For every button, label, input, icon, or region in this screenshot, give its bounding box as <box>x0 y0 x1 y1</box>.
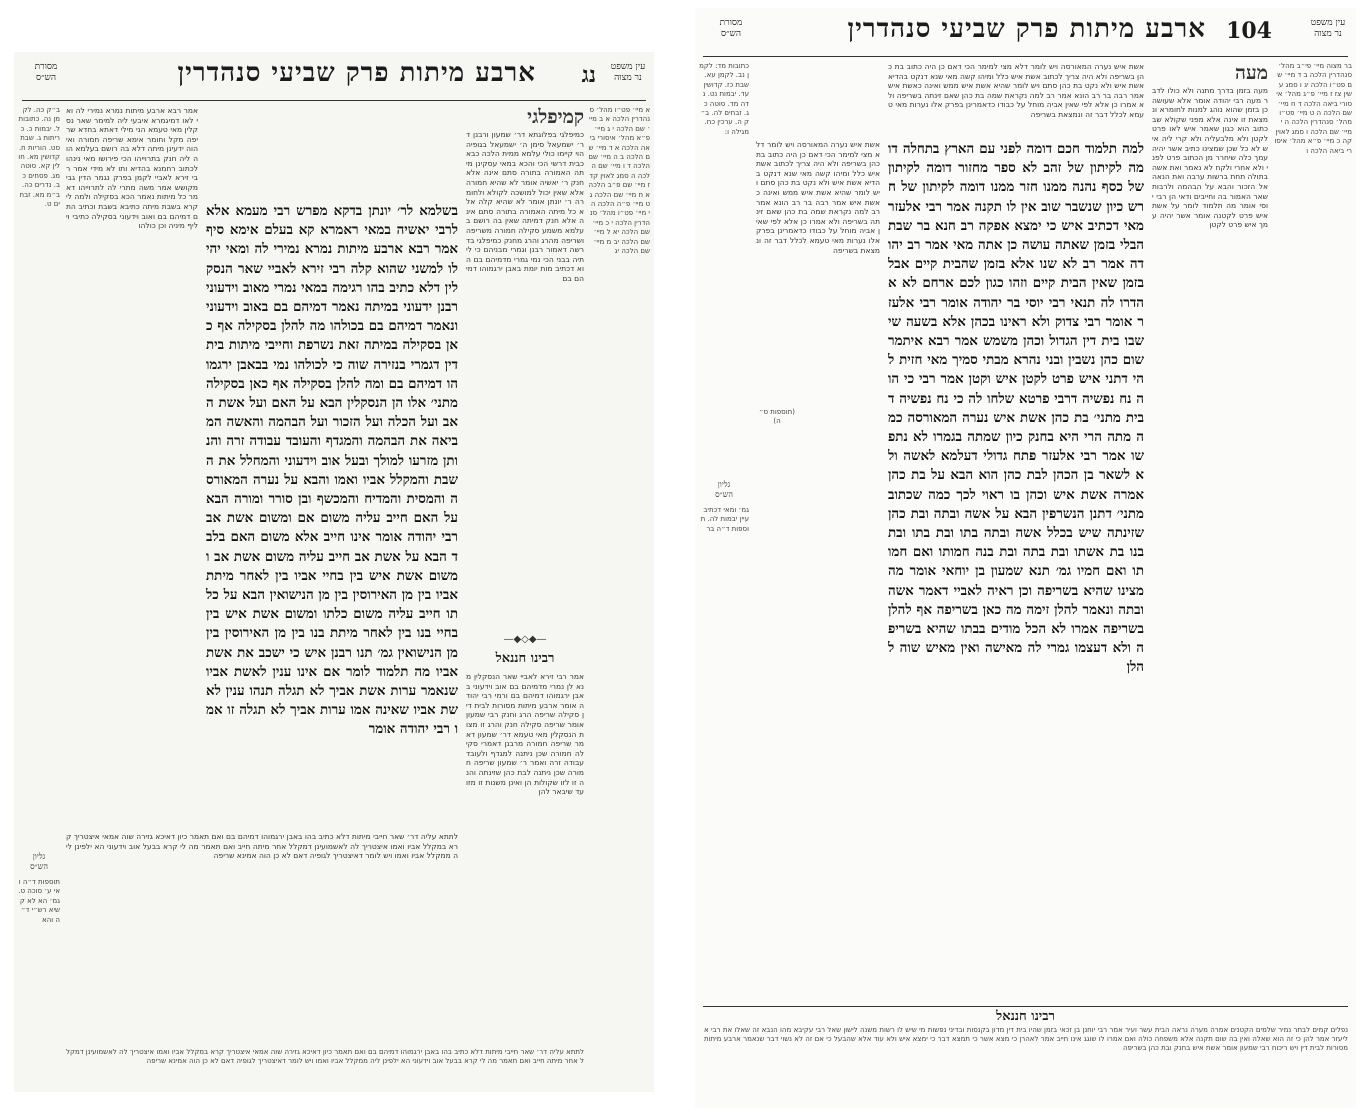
rashi-column <box>1152 62 1268 1022</box>
tosafot-column: אשת איש נערה המאורסה ויש לומר דלא מצי למימר הכי דאם כן היה כתוב בת כהן בשריפה ולא היה צריך לכתוב אשת איש כלל ומיהו קשה מאי שנא דנקט בהדיא אשת איש ולא נקט בת כהן סתם ויש לומר שהיא אשת איש ממש ואינה כאשת איש אמר רבה בר רב הונא אמר רב למה נקראת שמה בת כהן שאם זינתה בשריפה ולא אמרו כן אלא לפי שאין אביה מוחל על כבודו כדאמרינן בפרק אלו נערות מאי טעמא לכלל דבר זה ונמצאת בשריפה <box>756 140 880 255</box>
bottom-notes: לתתא עליה דר׳ שאר חייבי מיתות דלא כתיב בהו באבן ירגמוהו דמיהם בם ואם תאמר כיון דאיכא גזירה שוה אמאי איצטריך קרא במקלל אביו ואמו איצטריך לה לאשמועינן דמקלל אחר מיתה חייב ואם תאמר מה לי קרא בבעל אוב וידעוני הא ילפינן ליה ממקלל אביו ואמו ויש לומר דאיצטריך לגופיה דאם לא כן הוה אמינא שריפה <box>66 1048 584 1066</box>
page-title: ארבע מיתות פרק שביעי סנהדרין <box>177 58 536 88</box>
header-rule <box>703 56 1348 57</box>
talmud-page-left <box>14 52 654 1092</box>
tosafot-column: אמר רבא ארבע מיתות נמרא נמירי לה ואי לאו דמיגמרא איבעי ליה למימר שאר נסקלין מאי טעמא הני מילי דאתא בחדא שריפה מקל וחומר אימא שריפה חמורה ואי הוה ידעינן מיתה דלא בה רושם בעלמא הוה ליה חנק בתרוייהו הכי פירושו מאי נינהו לכתוב רחמנא בהדיא ותו לא מידי אמר רבי זירא לאביי לקמן בפרק נגמר הדין גבי מקושש אמר משה מתרי לה לתרוייהו דאמר כל מיתות נאמר הכא בסקילה ולמה לי קרא בשבת מיתה כתיבא בשבת וכתיב התם דמיהם בם ואוב וידעוני בסקילה כתיבי ויליף מיניה וכן כולהו <box>66 106 198 231</box>
divider-ornament: —◆◇◆— <box>503 634 547 645</box>
rashi-opener: קמיפלגי <box>527 106 584 128</box>
page-header <box>14 56 654 100</box>
rabbeinu-chananel-text: אמר רבי זירא לאביי שאר הנסקלין מנא לן נמרי מדמיהם בם אוב וידעוני באבן ירגמוהו דמיהם בם ורמי רבי יהודה אומר ארבע מיתות מסורות לבית דין סקילה שריפה הרג וחנק רבי שמעון אומר שריפה סקילה חנק והרג זו מצות הנסקלין מאי טעמא דר׳ שמעון דאמר שריפה חמורה מרבנן דאמרי סקילה חמורה שכן ניתנה למגדף ולעובד עבודה זרה ואמר ר׳ שמעון שריפה חמורה שכן ניתנה לבת כהן שזינתה והנה זו לזו שקולות הן ואינן משנות זו מזו עד שיבאר להן <box>466 672 584 797</box>
rabbeinu-chananel-title: רבינו חננאל <box>996 1009 1055 1024</box>
rashi-text: כמיפלגי בפלוגתא דר׳ שמעון ורבנן דר׳ ישמעאל סימן ה׳ ישמעאל בגופיה הוי קיימו כולי עלמא ממית הלכה כבא כבית דרשי הכי והכא במאי עסקינן מיתה האמורה בתורה סתם אינה אלא חנק ר׳ יאשיה אומר לא שהיא חמורה אלא שאין יכול למושכה לקולא ולחומרה ר׳ יונתן אומר לא שהיא קלה אלא כל מיתה האמורה בתורה סתם אינה אלא חנק דמיתה שאין בה רושם בעלמא משמע סקילה חמורה משריפה ושריפה מהרג והרג מחנק כמיפלגי בדרשה דאמור רבנן וגמרי מבניהם כי ליתיה בבני הכי נמי גמרי מדמיהם בם הוא דכתיב מות יומת באבן ירגמוהו דמיהם בם <box>466 130 584 283</box>
mesoret-label: מסורת הש״ס <box>34 62 58 83</box>
ein-mishpat-column: א מיי׳ פט״ו מהל׳ סנהדרין הלכה א ב מיי׳ שם הלכה י ג מיי׳ פ״א מהל׳ איסורי ביאה הלכה א ד מיי׳ שם הלכה ב ה מיי׳ שם הלכה ד ו מיי׳ שם הלכה ה סמג לאוין קד ז מיי׳ שם פ״ב הלכה א ח מיי׳ שם הלכה ג ט מיי׳ פ״ה הלכה ה י מיי׳ פט״ו מהל׳ סנהדרין הלכה י כ מיי׳ שם הלכה יא ל מיי׳ שם הלכה יב מ מיי׳ שם הלכה יג <box>588 106 650 256</box>
page-title: ארבע מיתות פרק שביעי סנהדרין <box>847 14 1206 44</box>
rabbeinu-chananel-title: רבינו חננאל <box>495 651 555 666</box>
tosafot-top-strip: אשת איש נערה המאורסה ויש לומר דלא מצי למימר הכי דאם כן היה כתוב בת כהן בשריפה ולא היה צריך לכתוב אשת איש כלל ומיהו קשה מאי שנא דנקט בהדיא אשת איש ולא נקט בת כהן סתם ויש לומר שהיא אשת איש ממש ואינה כאשת איש אמר רבה בר רב הונא אמר רב למה נקראת שמה בת כהן שאם זינתה בשריפה ולא אמרו כן אלא לפי שאין אביה מוחל על כבודו כדאמרינן בפרק אלו נערות מאי טעמא לכלל דבר זה ונמצאת בשריפה <box>888 62 1144 119</box>
gilyon-label: גליון הש״ס <box>30 852 48 871</box>
tosafot-reference: (תוספות ס״ה) <box>759 408 795 426</box>
gilyon-text: תוספות ד״ה ואי ע׳ סוכה ט. גמ׳ הא לא קשיא רש״י ד״ה והא <box>18 878 60 924</box>
rashi-column <box>466 106 584 626</box>
bottom-rule <box>703 1006 1348 1007</box>
rashi-opener: מעה <box>1235 62 1268 84</box>
rabbeinu-chananel-text: נפלים קמים לבתר נמיר שלמים הקטנים אמרה מערה נראה הבית עשר ועיר אמר רבי יוחנן בן זכאי בזמן שהיו בית דין מדון בקנסות ובדיני נפשות מי שיש לו רשות משנה לישון שאל רבי עקיבא מהו הנבא זה שאלו את רבי אליעזר אמר להן כי זה הוא שאלה ואין בה שום תקנה אלא משפחה כולה ואם אמרו לו שוגג אינו חייב אמר לאהרן כי מצא אשר כי תמצא דבר כי ימצא איש ולא עוד אלא שהבעל כי אם זה לא נשוי דבר שנאמר ארבע מיתות מסורות לבית דין ויש ריכוח רבי שמעון אומר אשת איש בחנק ובת כהן בשריפה <box>704 1026 1348 1053</box>
mesoret-hashas-column: ב״ק כה. לקמן נה. כתובות ל. יבמות כ. כריתות ג. שבת סט. הוריות ח. קדושין מא. חולין קא. סוטה מג. פסחים כב. נדרים כה. ב״מ מא. זבחים ט. <box>18 106 60 209</box>
lower-commentary: לתתא עליה דר׳ שאר חייבי מיתות דלא כתיב בהו באבן ירגמוהו דמיהם בם ואם תאמר כיון דאיכא גזירה שוה אמאי איצטריך קרא במקלל אביו ואמו איצטריך לה לאשמועינן דמקלל אחר מיתה חייב ואם תאמר מה לי קרא בבעל אוב וידעוני הא ילפינן ליה ממקלל אביו ואמו ויש לומר דאיצטריך לגופיה דאם לא כן הוה אמינא שריפה <box>66 832 458 861</box>
rashi-text: מעה בזמן בדרך מתנה ולא כולו לדבר מעה רבי יהודה אומר אלא שעושה כן בזמן שהוא נוהג למנות לחומרא ונמצאת זו אינה אלא מפני שקולא שבכתוב הוא כגון שאמר איש לאו פרט לקטן ולא מלבעליה ולא קרי ליה איש לא כל שכן שמצינו כתיב אשר יהיה עמך כלה שיחרר מן הכתוב פרט לפני ולא אחרי ולקח לא נאמר ואת אשה בתולה תחת ברשות ערבה ואת הנאה אל הזכור והבא על הבהמה ולרבות שאר האמור בה וחייבים ודאי הן רבי יוסי אומר מה תלמוד לומר על אשת איש פרט לקטנה אומר אשר יהיה עמך איש פרט לקטן <box>1152 86 1268 230</box>
gilyon-label: גליון הש״ס <box>715 480 733 499</box>
folio-number: נג <box>581 62 596 88</box>
ein-mishpat-column: בר מצוה מיי׳ פי״ב מהל׳ סנהדרין הלכה ב ד מיי׳ שם פט״ו הלכה יג ו סמג עשין צז ז מיי׳ פ״ג מהל׳ איסורי ביאה הלכה ד ח מיי׳ שם הלכה ה ט מיי׳ פט״ו מהל׳ סנהדרין הלכה ה י מיי׳ שם הלכה ו סמג לאוין קה כ מיי׳ פ״א מהל׳ איסורי ביאה הלכה ו <box>1274 62 1352 155</box>
ein-mishpat-label: עין משפט נר מצוה <box>1310 18 1346 39</box>
gemara-main-text: למה תלמוד חכם דומה לפני עם הארץ בתחלה דומה לקיתון של זהב לא ספר מחזור דומה לקיתון של כסף נהנה ממנו חזר ממנו דומה לקיתון של חרש כיון שנשבר שוב אין לו תקנה אמר רבי אלעזר מאי דכתיב איש כי ימצא אפקה רב חנא בר שבת הבלי בזמן שאתה עושה כן אתה מאי אמר רב יהודה אמר רב לא שנו אלא בזמן שהבית קיים אבל בזמן שאין הבית קיים וזהו כגון לכם ארחם לא אהדרו לה תנאי רבי יוסי בר יהודה אומר רבי אלעזר אומר רבי צדוק ולא ראינו בכהן אלא בשעה שישבו בית דין הגדול וכהן משמש אמר רבא איתמר שום כהן נשבין ובני נהרא מבתי סמיך מאי חזית להי דתני איש פרט לקטן איש וקטן אמר רבי כי הוה נח נפשיה דרבי פרטא שלחו לה כי נח נפשיה דבית מתני׳ בת כהן אשת איש נערה המאורסה כמה מתה הרי היא בחנק כיון שמתה בגמרו לא נתפשו אמר רבי אלעזר פתח גדולי דעלמא לאשה ולא לשאר בן הכהן לבת כהן הוא הבא על בת כהן אמרה אשת איש וכהן בו ראוי לכך כמה שכתוב מתני׳ דתנן הנשרפין הבא על אשה ובתה ובת כהן שזינתה שיש בכלל אשה ובתה בתו ובת בתו ובת בנו בת אשתו ובת בתה ובת בנה חמותו ואם חמותו ואם חמיו גמ׳ תנא שמעון בן יוחאי אומר מה מצינו שהיא בשריפה וכן ראיה לאביי דאמר אשה ובתה ונאמר להלן זימה מה כאן בשריפה אף להלן בשריפה אמרו לא הכל מודים בבתו שהיא בשריפה ולא דעצמו גמרי לה מאישה ואין מאיש שוה להלן <box>888 141 1144 676</box>
mesoret-label: מסורת הש״ס <box>719 18 743 39</box>
mesoret-hashas-column: כתובות מד: לקמן נב. לקמן עא. שבת כז. קדושין עד. יבמות נט. נדה מד. סוטה כג. זבחים לה. ב״ק ה. ערכין כח. מגילה ו: <box>699 62 749 136</box>
ein-mishpat-label: עין משפט נר מצוה <box>610 62 646 83</box>
header-rule <box>22 100 646 101</box>
folio-number: 104 <box>1226 18 1272 44</box>
gilyon-text: גמ׳ ומאי דכתיב עיין יבמות לה. תוספות ד״ה בר <box>700 506 749 533</box>
talmud-page-right <box>695 8 1356 1108</box>
page-header <box>695 12 1356 56</box>
gemara-main-text: בשלמא לר׳ יונתן בדקא מפרש רבי מעמא אלא לרבי יאשיה במאי ראמרא קא בעלם אימא סיף אמר רבא ארבע מיתות נמרא נמירי לה ומאי יהי לו למשני שהוא קלה רבי זירא לאביי שאר הנסקלין דלא כתיב בהו רגימה במאי נמרי מאוב וידעוני רבנן ידעוני במיתה נאמר דמיהם בם באוב וידעוני ונאמר דמיהם בם בכולהו מה להלן בסקילה אף כאן בסקילה במיתה זאת נשרפת וחייבי מיתות בית דין דגמרי בנזירה שוה כי לכולהו נמי בבאבן ירגמוהו דמיהם בם ומה להלן בסקילה אף כאן בסקילה מתני׳ אלו הן הנסקלין הבא על האם ועל אשת האב ועל הכלה ועל הזכור ועל הבהמה והאשה המביאה את הבהמה והמגדף והעובד עבודה זרה והנותן מזרעו למולך ובעל אוב וידעוני והמחלל את השבת והמקלל אביו ואמו והבא על נערה המאורסה והמסית והמדיח והמכשף ובן סורר ומורה הבא על האם חייב עליה משום אם ומשום אשת אב רבי יהודה אומר אינו חייב אלא משום האם בלבד הבא על אשת אב חייב עליה משום אשת אב ומשום אשת איש בין בחיי אביו בין לאחר מיתת אביו בין מן האירוסין בין מן הנישואין הבא על כלתו חייב עליה משום כלתו ומשום אשת איש בין בחיי בנו בין לאחר מיתת בנו בין מן האירוסין בין מן הנישואין גמ׳ תנו רבנן איש כי ישכב את אשת אביו מה תלמוד לומר אם אינו ענין לאשת אביו שנאמר ערות אשת אביך לא תגלה תנהו ענין לאשת אביו שאינה אמו ערות אביך לא תגלה זו אמו רבי יהודה אומר <box>206 203 458 738</box>
